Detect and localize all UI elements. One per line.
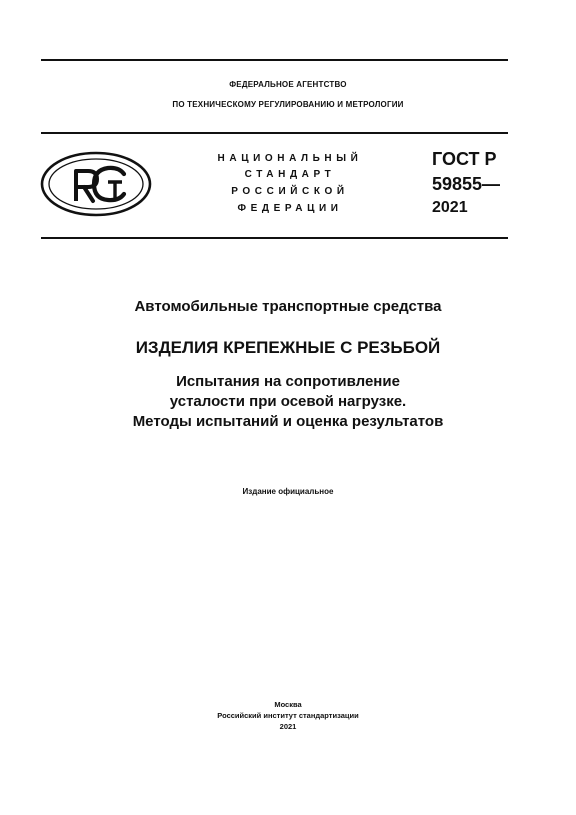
publisher-name: Российский институт стандартизации xyxy=(217,711,359,720)
agency-name-line1: ФЕДЕРАЛЬНОЕ АГЕНТСТВО xyxy=(229,80,347,89)
gost-designation: ГОСТ Р xyxy=(432,149,497,169)
gost-number: 59855— xyxy=(432,174,501,194)
publication-year: 2021 xyxy=(279,722,297,731)
document-description-line3: Методы испытаний и оценка результатов xyxy=(132,413,444,430)
top-divider xyxy=(41,59,508,61)
national-standard-line2: СТАНДАРТ xyxy=(244,169,336,180)
national-standard-line4: ФЕДЕРАЦИИ xyxy=(237,203,343,214)
document-subject: Автомобильные транспортные средства xyxy=(134,298,442,315)
edition-label: Издание официальное xyxy=(242,487,334,496)
standard-block-top-divider xyxy=(41,132,508,134)
gost-year: 2021 xyxy=(432,199,468,216)
national-standard-line1: НАЦИОНАЛЬНЫЙ xyxy=(217,153,363,164)
rst-logo-icon xyxy=(40,151,154,217)
publication-city: Москва xyxy=(274,700,302,709)
document-description-line1: Испытания на сопротивление xyxy=(176,373,400,390)
agency-name-line2: ПО ТЕХНИЧЕСКОМУ РЕГУЛИРОВАНИЮ И МЕТРОЛОГИИ xyxy=(172,100,404,109)
national-standard-line3: РОССИЙСКОЙ xyxy=(231,186,349,197)
standard-block-bottom-divider xyxy=(41,237,508,239)
document-description-line2: усталости при осевой нагрузке. xyxy=(169,393,407,410)
document-main-title: ИЗДЕЛИЯ КРЕПЕЖНЫЕ С РЕЗЬБОЙ xyxy=(135,338,441,357)
